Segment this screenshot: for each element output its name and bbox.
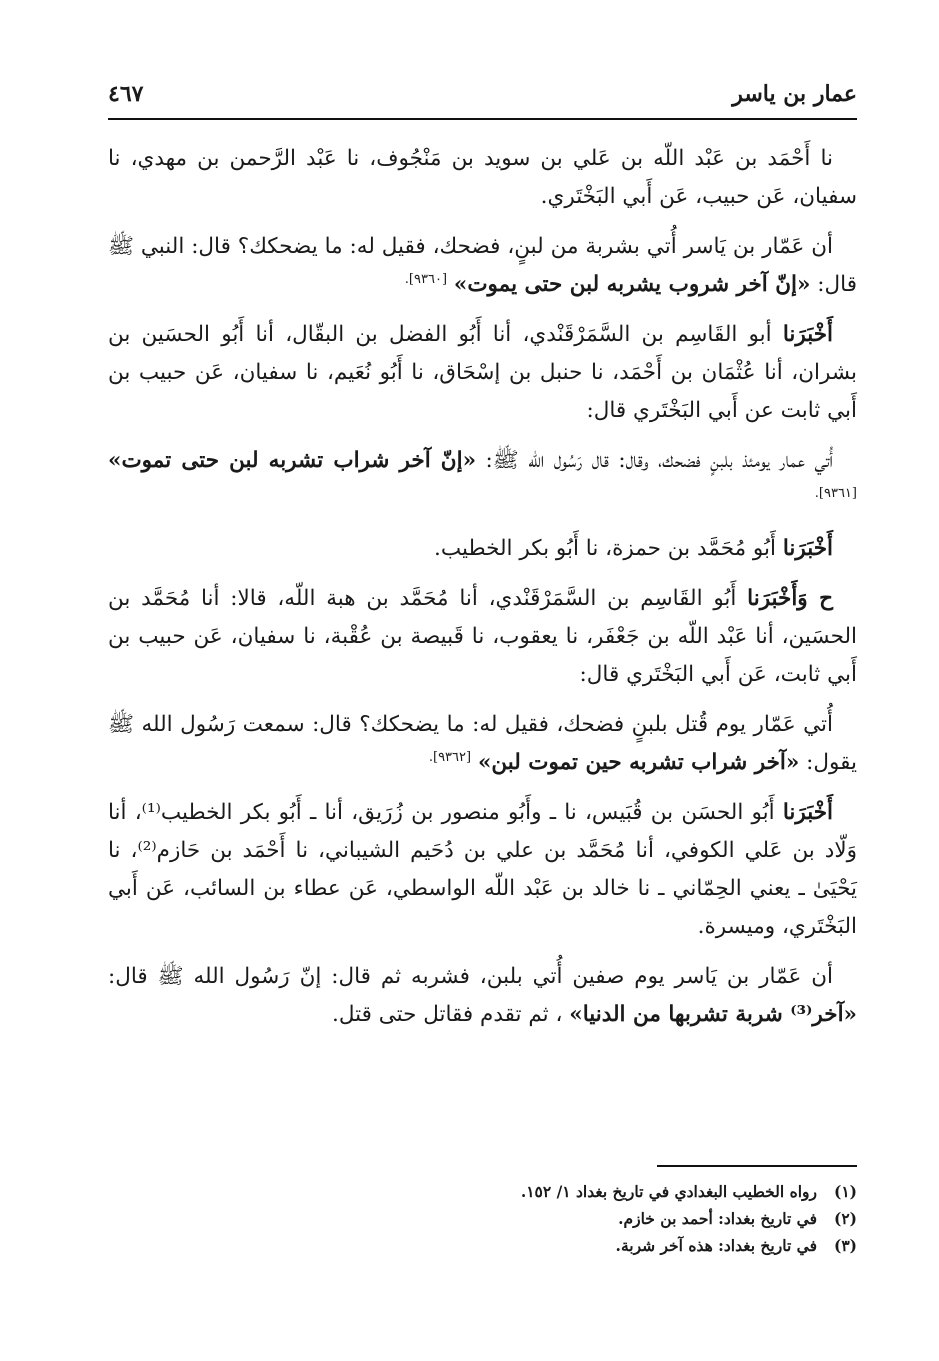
footnote-text: رواه الخطيب البغدادي في تاريخ بغداد ١/ ١٥٢.	[520, 1182, 817, 1201]
header-divider	[108, 118, 857, 120]
paragraph: أَخْبَرَنا أبو القَاسِم بن السَّمَرْقَنْدي، أنا أَبُو الفضل بن البقّال، أنا أَبُو الحسَين بن بشران، أنا عُثْمَان بن أَحْمَد، نا حنبل بن إسْحَاق، نا أَبُو نُعَيم، نا سفيان، عَن حبيب بن أَبي ثابت عن أَبي البَخْتَري قال:	[108, 322, 857, 423]
paragraph: أن عَمّار بن يَاسر أُتي بشربة من لبنٍ، فضحك، فقيل له: ما يضحكك؟ قال: النبي ﷺ قال: «إنّ آخر شروب يشربه لبن حتى يموت» $^{[٩٣٦٠].}$	[108, 234, 857, 297]
hadith-number: [٩٣٦١].	[814, 485, 857, 501]
paragraph: ح وَأَخْبَرَنا أَبُو القَاسِم بن السَّمَرْقَنْدي، أنا مُحَمَّد بن هبة اللّه، قالا: أنا مُحَمَّد بن الحسَين، أنا عَبْد اللّه بن جَعْفَر، نا يعقوب، نا قَبيصة بن عُقْبة، نا سفيان، عَن حبيب بن أَبي ثابت، عَن أَبي البَخْتَري قال:	[108, 586, 857, 687]
hadith-number: [٩٣٦٠].	[404, 271, 448, 287]
page-header	[108, 72, 857, 116]
footnote-text: في تاريخ بغداد: أحمد بن خازم.	[618, 1209, 817, 1228]
footnote	[300, 1232, 857, 1259]
isnad-lead: أَخْبَرَنا	[782, 322, 833, 347]
running-title: عمار بن ياسر	[732, 81, 857, 107]
isnad-lead: ح وَأَخْبَرَنا	[747, 586, 833, 611]
hadith-quote: «إنّ آخر شراب تشربه لبن حتى تموت»	[108, 448, 477, 473]
footnote-text: في تاريخ بغداد: هذه آخر شربة.	[615, 1236, 817, 1255]
footnote	[300, 1205, 857, 1232]
footnote-divider	[657, 1165, 857, 1167]
isnad-lead: أَخْبَرَنا	[782, 800, 834, 825]
isnad-lead: أَخْبَرَنا	[782, 536, 833, 561]
paragraph: أَخْبَرَنا أَبُو الحسَن بن قُبَيس، نا ـ وأَبُو منصور بن زُرَيق، أنا ـ أَبُو بكر الخطيب⁽¹⁾، أنا وَلّاد بن عَلي الكوفي، أنا مُحَمَّد بن علي بن دُحَيم الشيباني، نا أَحْمَد بن حَازم⁽²⁾، نا يَحْيَىٰ ـ يعني الحِمّاني ـ نا خالد بن عَبْد اللّه الواسطي، عَن عطاء بن السائب، عَن أَبي البَخْتَري، وميسرة.	[108, 800, 858, 939]
page-number: ٤٦٧	[108, 81, 144, 107]
paragraph: أَخْبَرَنا أَبُو مُحَمَّد بن حمزة، نا أَبُو بكر الخطيب.	[434, 536, 833, 561]
paragraph: نا أَحْمَد بن عَبْد اللّه بن عَلي بن سويد بن مَنْجُوف، نا عَبْد الرَّحمن بن مهدي، نا سفيان، عَن حبيب، عَن أَبي البَخْتَري.	[108, 146, 857, 209]
footnote	[300, 1178, 857, 1205]
hadith-quote: «آخر شراب تشربه حين تموت لبن»	[477, 750, 800, 775]
main-text	[108, 140, 857, 1046]
footnote-number: (٢)	[833, 1209, 857, 1228]
paragraph: أُتي عَمّار يوم قُتل بلبنٍ فضحك، فقيل له: ما يضحكك؟ قال: سمعت رَسُول الله ﷺ يقول: «آخر شراب تشربه حين تموت لبن» $^{[٩٣٦٢].}$	[108, 712, 857, 775]
paragraph: أن عَمّار بن يَاسر يوم صفين أُتي بلبن، فشربه ثم قال: إنّ رَسُول الله ﷺ قال: «آخر⁽³⁾ شربة تشربها من الدنيا» ، ثم تقدم فقاتل حتى قتل.	[108, 964, 857, 1027]
hadith-quote: «آخر⁽³⁾ شربة تشربها من الدنيا»	[569, 1002, 857, 1027]
footnote-number: (٣)	[833, 1236, 857, 1255]
hadith-number: [٩٣٦٢].	[428, 749, 472, 765]
hadith-quote: «إنّ آخر شروب يشربه لبن حتى يموت»	[453, 272, 811, 297]
footnotes	[300, 1178, 857, 1259]
paragraph: أُتي عمار يومئذ بلبنٍ فضحك، وقال: قال رَسُول الله ﷺ: «إنّ آخر شراب تشربه لبن حتى تموت» $^{[٩٣٦١].}$	[108, 448, 857, 501]
footnote-number: (١)	[833, 1182, 857, 1201]
